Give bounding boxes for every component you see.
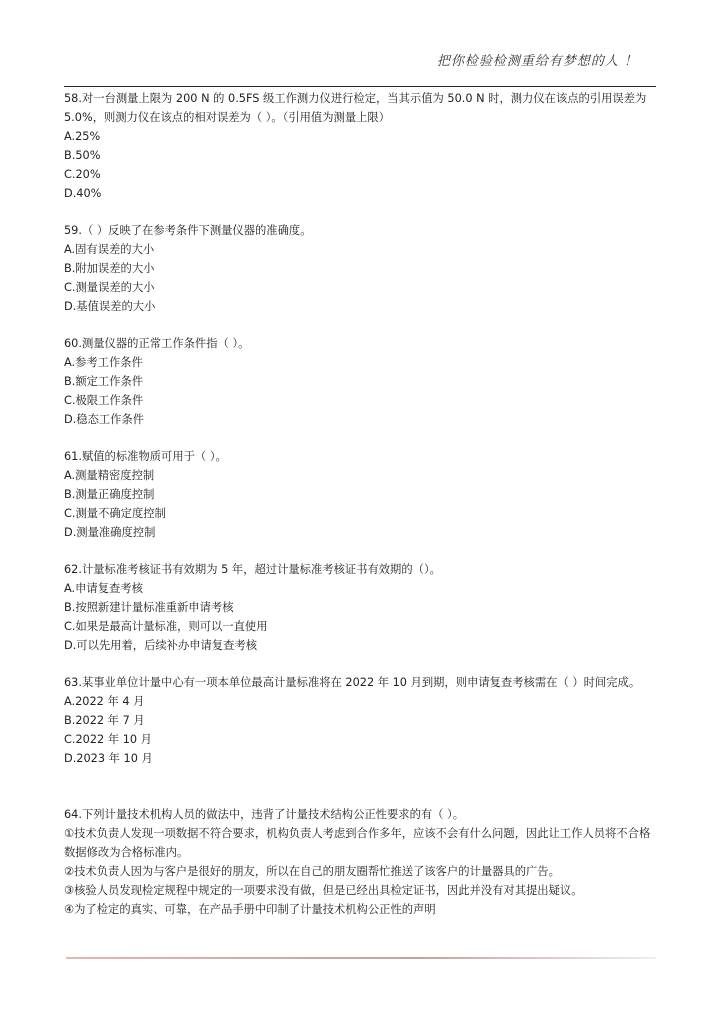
question-block xyxy=(64,806,660,919)
question-option: D.2023 年 10 月 xyxy=(64,751,153,765)
question-option: C.测量不确定度控制 xyxy=(64,506,166,520)
question-option: B.附加误差的大小 xyxy=(64,261,155,275)
question-option: A.申请复查考核 xyxy=(64,581,143,595)
question-option: ④为了检定的真实、可靠，在产品手册中印制了计量技术机构公正性的声明 xyxy=(64,902,436,916)
question-block xyxy=(64,448,660,543)
question-option: B.测量正确度控制 xyxy=(64,487,155,501)
header-slogan: 把你检验检测重给有梦想的人 ！ xyxy=(436,54,638,69)
question-option: C.2022 年 10 月 xyxy=(64,732,152,746)
question-option: D.40% xyxy=(64,186,102,200)
question-option: D.基值误差的大小 xyxy=(64,299,156,313)
question-option: A.2022 年 4 月 xyxy=(64,694,145,708)
question-option: C.如果是最高计量标准，则可以一直使用 xyxy=(64,619,268,633)
footer-rule xyxy=(66,957,656,959)
question-option: C.测量误差的大小 xyxy=(64,280,155,294)
question-option: ②技术负责人因为与客户是很好的朋友，所以在自己的朋友圈帮忙推送了该客户的计量器具的广告。 xyxy=(64,864,560,878)
question-option: C.20% xyxy=(64,167,101,181)
question-block xyxy=(64,335,660,430)
question-option: B.额定工作条件 xyxy=(64,374,144,388)
question-stem: 62.计量标准考核证书有效期为 5 年，超过计量标准考核证书有效期的（）。 xyxy=(64,563,441,576)
question-option: D.稳态工作条件 xyxy=(64,412,145,426)
question-stem: 60.测量仪器的正常工作条件指（ ）。 xyxy=(64,337,250,350)
question-option: B.50% xyxy=(64,148,101,162)
question-option: A.25% xyxy=(64,129,101,143)
question-option: A.测量精密度控制 xyxy=(64,468,155,482)
question-block xyxy=(64,90,660,203)
question-option: B.按照新建计量标准重新申请考核 xyxy=(64,600,234,614)
question-option: A.参考工作条件 xyxy=(64,355,143,369)
question-option: B.2022 年 7 月 xyxy=(64,713,145,727)
question-option: ③核验人员发现检定规程中规定的一项要求没有做，但是已经出具检定证书，因此并没有对其提出疑议。 xyxy=(64,883,583,897)
question-stem: 61.赋值的标准物质可用于（ ）。 xyxy=(64,450,227,463)
question-option: ①技术负责人发现一项数据不符合要求，机构负责人考虑到合作多年，应该不会有什么问题，因此让工作人员将不合格数据修改为合格标准内。 xyxy=(64,826,651,859)
question-stem: 58.对一台测量上限为 200 N 的 0.5FS 级工作测力仪进行检定，当其示值为 50.0 N 时，测力仪在该点的引用误差为 5.0%，则测力仪在该点的相对误差为（ ）。（引用值为测量上限） xyxy=(64,92,647,124)
question-stem: 64.下列计量技术机构人员的做法中，违背了计量技术结构公正性要求的有（ ）。 xyxy=(64,808,465,821)
question-option: A.固有误差的大小 xyxy=(64,242,155,256)
question-option: C.极限工作条件 xyxy=(64,393,144,407)
question-block xyxy=(64,674,660,769)
question-option: D.测量准确度控制 xyxy=(64,525,156,539)
question-stem: 63.某事业单位计量中心有一项本单位最高计量标准将在 2022 年 10 月到期，则申请复查考核需在（ ）时间完成。 xyxy=(64,676,641,689)
question-stem: 59.（ ）反映了在参考条件下测量仪器的准确度。 xyxy=(64,224,312,237)
header-rule xyxy=(64,86,656,87)
question-block xyxy=(64,561,660,656)
question-block xyxy=(64,222,660,317)
question-option: D.可以先用着，后续补办申请复查考核 xyxy=(64,638,258,652)
